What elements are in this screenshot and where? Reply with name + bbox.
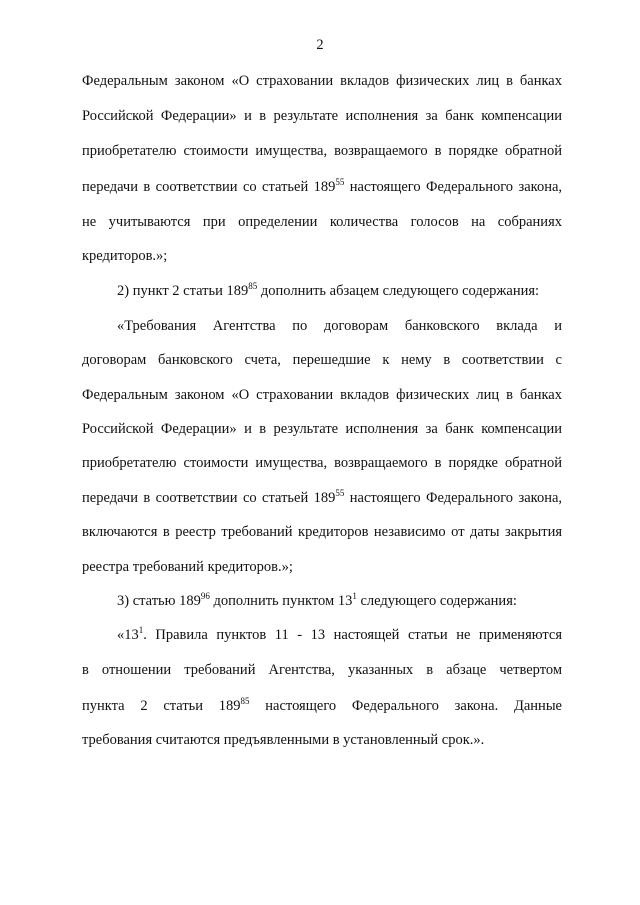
text-line <box>82 489 562 507</box>
text-run: приобретателю стоимости имущества, возвращаемого в порядке обратной <box>82 455 562 471</box>
text-run: «Требования Агентства по договорам банковского вклада и <box>117 318 562 334</box>
superscript: 1 <box>352 591 357 601</box>
text-run: настоящего Федерального закона. Данные <box>249 698 562 714</box>
text-line <box>82 731 562 749</box>
text-line <box>82 213 562 231</box>
text-line <box>82 178 562 196</box>
text-run: следующего содержания: <box>356 593 517 609</box>
superscript: 96 <box>200 591 210 601</box>
text-line <box>82 558 562 576</box>
text-run: 3) статью 189 <box>117 593 201 609</box>
text-run: передачи в соответствии со статьей 189 <box>82 490 336 506</box>
text-run: не учитываются при определении количества голосов на собраниях <box>82 214 562 230</box>
text-run: Федеральным законом «О страховании вкладов физических лиц в банках <box>82 73 562 89</box>
text-run: . Правила пунктов 11 - 13 настоящей статьи не применяются <box>143 627 562 643</box>
text-run: настоящего Федерального закона, <box>344 490 563 506</box>
text-run: дополнить абзацем следующего содержания: <box>257 283 540 299</box>
page-number: 2 <box>316 37 324 53</box>
text-run: требования считаются предъявленными в установленный срок.». <box>82 732 485 748</box>
text-run: пункта 2 статьи 189 <box>82 698 241 714</box>
text-line <box>82 454 562 472</box>
superscript: 55 <box>335 177 345 187</box>
text-line <box>82 107 562 125</box>
text-run: дополнить пунктом 13 <box>209 593 353 609</box>
superscript: 55 <box>335 488 345 498</box>
text-line <box>82 351 562 369</box>
text-line <box>82 523 562 541</box>
text-run: передачи в соответствии со статьей 189 <box>82 179 336 195</box>
text-line <box>82 420 562 438</box>
text-run: Федеральным законом «О страховании вкладов физических лиц в банках <box>82 387 562 403</box>
text-run: кредиторов.»; <box>82 248 168 264</box>
text-line <box>117 626 562 644</box>
superscript: 1 <box>138 625 144 635</box>
text-line <box>82 697 562 715</box>
text-line <box>117 317 562 335</box>
text-line <box>117 282 562 300</box>
text-run: реестра требований кредиторов.»; <box>82 559 293 575</box>
text-run: Российской Федерации» и в результате исполнения за банк компенсации <box>82 108 562 124</box>
text-run: «13 <box>117 627 139 643</box>
text-line <box>82 142 562 160</box>
text-line <box>82 72 562 90</box>
text-line <box>117 592 562 610</box>
text-run: договорам банковского счета, перешедшие к нему в соответствии с <box>82 352 562 368</box>
text-run: 2) пункт 2 статьи 189 <box>117 283 249 299</box>
text-line <box>82 247 562 265</box>
text-line <box>82 386 562 404</box>
text-run: в отношении требований Агентства, указанных в абзаце четвертом <box>82 662 562 678</box>
text-run: Российской Федерации» и в результате исполнения за банк компенсации <box>82 421 562 437</box>
text-line <box>82 661 562 679</box>
text-run: приобретателю стоимости имущества, возвращаемого в порядке обратной <box>82 143 562 159</box>
superscript: 85 <box>240 696 250 706</box>
text-run: настоящего Федерального закона, <box>344 179 563 195</box>
superscript: 85 <box>248 281 258 291</box>
text-run: включаются в реестр требований кредиторов независимо от даты закрытия <box>82 524 562 540</box>
